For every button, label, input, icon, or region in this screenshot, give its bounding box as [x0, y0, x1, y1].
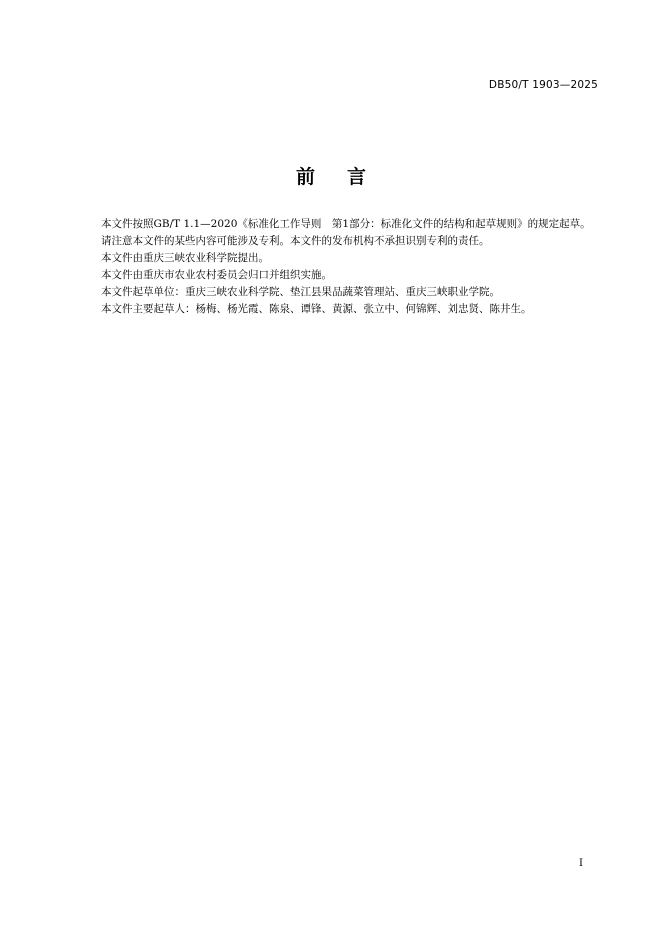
paragraph-administrator: 本文件由重庆市农业农村委员会归口并组织实施。: [101, 269, 332, 281]
paragraph-drafting-units: 本文件起草单位：重庆三峡农业科学院、垫江县果品蔬菜管理站、重庆三峡职业学院。: [101, 286, 500, 298]
paragraph-drafters: 本文件主要起草人：杨梅、杨光霞、陈泉、谭锋、黄源、张立中、何锦辉、刘忠贤、陈井生。: [101, 303, 532, 315]
page-title: [0, 162, 662, 189]
paragraph-patent-notice: 请注意本文件的某些内容可能涉及专利。本文件的发布机构不承担识别专利的责任。: [101, 235, 490, 247]
standard-code: DB50/T 1903—2025: [488, 79, 598, 91]
paragraph-drafting-basis: 本文件按照GB/T 1.1—2020《标准化工作导则 第1部分：标准化文件的结构和起草规则》的规定起草。: [101, 218, 591, 230]
title-char-2: 言: [347, 166, 367, 188]
paragraph-proposer: 本文件由重庆三峡农业科学院提出。: [101, 252, 269, 264]
page-number: I: [579, 858, 583, 869]
foreword-body: [80, 216, 600, 318]
title-char-1: 前: [295, 166, 315, 188]
